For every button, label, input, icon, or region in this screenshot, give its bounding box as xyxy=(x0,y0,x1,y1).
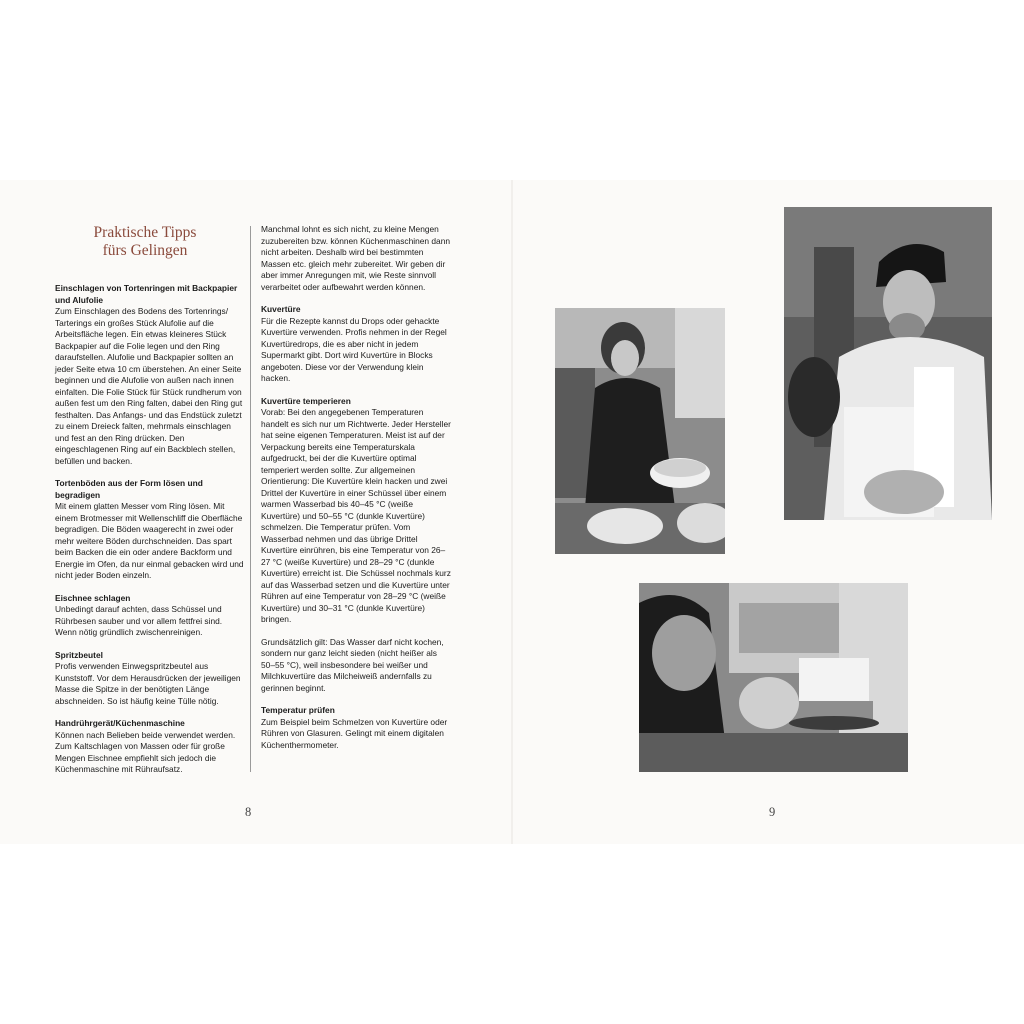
section-heading: Kuvertüre xyxy=(261,304,301,314)
section-kuvertuere xyxy=(261,304,451,385)
photo-baker-with-bowl xyxy=(555,308,725,554)
section-eischnee xyxy=(55,593,245,639)
section-body: Mit einem glatten Messer vom Ring lösen. Mit einem Brotmesser mit Wellenschliff die Oberfläche begradigen. Die Böden waagerecht in zwei oder mehr weitere Böden durchschneiden. Das spart beim Backen die ein oder andere Backform und Energie im Ofen, da nur einmal gebacken wird und nicht jeder Boden einzeln. xyxy=(55,501,244,580)
section-heading: Tortenböden aus der Form lösen und begradigen xyxy=(55,478,203,500)
section-heading: Einschlagen von Tortenringen mit Backpapier und Alufolie xyxy=(55,283,238,305)
section-body: Für die Rezepte kannst du Drops oder gehackte Kuvertüre verwenden. Profis nehmen in der Regel Kuvertüredrops, die es aber nicht in jedem Supermarkt gibt. Dort wird Kuvertüre in Blocks angeboten. Diese vor der Verwendung klein hacken. xyxy=(261,315,447,383)
photo-chef-decorating-cake xyxy=(639,583,908,772)
section-body: Vorab: Bei den angegebenen Temperaturen handelt es sich nur um Richtwerte. Jeder Hersteller hat seine eigenen Temperaturen. Meist ist auf der Verpackung bereits eine Temperaturskala aufgedruckt, bei der die Kuvertüre optimal temperiert werden sollte. Zur allgemeinen Orientierung: Die Kuvertüre klein hacken und zwei Drittel der Kuvertüre in einer Schüssel über einem warmen Wasserbad bis 40–45 °C (weiße Kuvertüre) und 50–55 °C (dunkle Kuvertüre) schmelzen. Die Temperatur prüfen. Vom Wasserbad nehmen und das übrige Drittel Kuvertüre einrühren, bis eine Temperatur von 26–27 °C (weiße Kuvertüre) und 28–29 °C (dunkle Kuvertüre) erreicht ist. Die Schüssel nochmals kurz auf das Wasserbad setzen und die Kuvertüre unter Rühren auf eine Temperatur von 28–29 °C (weiße Kuvertüre) und 30–31 °C (dunkle Kuvertüre) bringen. xyxy=(261,407,451,624)
page-title xyxy=(60,224,230,260)
section-heading: Handrührgerät/Küchenmaschine xyxy=(55,718,185,728)
title-line-2: fürs Gelingen xyxy=(102,242,188,259)
right-text-column xyxy=(261,224,451,762)
section-body: Unbedingt darauf achten, dass Schüssel und Rührbesen sauber und vor allem fettfrei sind. Wenn nötig gründlich zwischenreinigen. xyxy=(55,604,223,637)
photo-chef-with-cake xyxy=(784,207,992,520)
section-tortenringe xyxy=(55,283,245,467)
section-body: Profis verwenden Einwegspritzbeutel aus Kunststoff. Vor dem Herausdrücken der jeweiligen Masse die Spitze in der benötigten Länge abschneiden. So ist häufig keine Tülle nötig. xyxy=(55,661,241,706)
section-body: Zum Einschlagen des Bodens des Tortenrings/ Tarterings ein großes Stück Alufolie auf die Arbeitsfläche legen. Ein etwas kleineres Stück Backpapier auf die Folie legen und den Ring daraufstellen. Alufolie und Backpapier sollten an jeder Seite etwa 10 cm überstehen. An einer Seite beginnen und die Alufolie von außen nach innen einfalten. Die Folie Stück für Stück rundherum von außen fest um den Ring falten, dabei den Ring gut festhalten. Das Anfangs- und das Endstück zuletzt zu einem Dreieck falten, mehrmals einschlagen und fest an den Ring drücken. Den eingeschlagenen Ring auf ein Backblech stellen, befüllen und backen. xyxy=(55,306,243,466)
section-body-2: Grundsätzlich gilt: Das Wasser darf nicht kochen, sondern nur ganz leicht sieden (nicht heißer als 50–55 °C), weil insbesondere bei weißer und Milchkuvertüre das Milcheiweiß andernfalls zu gerinnen beginnt. xyxy=(261,636,444,693)
section-tortenboeden xyxy=(55,478,245,582)
book-gutter xyxy=(511,180,513,844)
section-body: Zum Beispiel beim Schmelzen von Kuvertüre oder Rühren von Glasuren. Gelingt mit einem digitalen Küchenthermometer. xyxy=(261,716,448,750)
page-number-left: 8 xyxy=(245,805,252,819)
section-heading: Spritzbeutel xyxy=(55,649,103,660)
section-body: Können nach Belieben beide verwendet werden. Zum Kaltschlagen von Massen oder für große Mengen Eischnee empfiehlt sich jedoch die Küchenmaschine mit Rühraufsatz. xyxy=(55,729,236,774)
section-heading: Kuvertüre temperieren xyxy=(261,395,351,406)
column-divider xyxy=(250,226,251,772)
title-line-1: Praktische Tipps xyxy=(93,224,197,241)
section-spritzbeutel xyxy=(55,650,245,708)
section-temperatur-pruefen xyxy=(261,705,451,751)
section-intro xyxy=(261,224,451,293)
section-heading: Temperatur prüfen xyxy=(261,705,335,715)
section-handruehrgeraet xyxy=(55,718,245,776)
section-body: Manchmal lohnt es sich nicht, zu kleine Mengen zuzubereiten bzw. können Küchenmaschinen dann nicht arbeiten. Deshalb wird bei bestimmten Massen etc. gleich mehr zubereitet. Wir geben dir aber immer Anregungen mit, wie Reste sinnvoll verarbeitet oder aufbewahrt werden können. xyxy=(261,224,451,292)
section-heading: Eischnee schlagen xyxy=(55,592,131,603)
page-number-right: 9 xyxy=(769,805,776,819)
section-kuvertuere-temperieren xyxy=(261,396,451,695)
left-text-column xyxy=(55,283,245,787)
